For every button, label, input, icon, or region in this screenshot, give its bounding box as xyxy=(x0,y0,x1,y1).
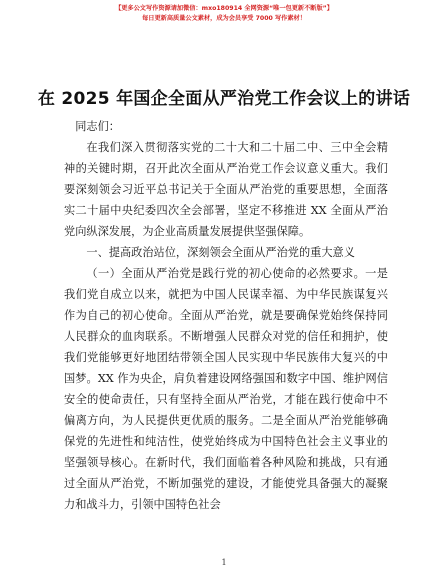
paragraph-section-1-1: （一）全面从严治党是践行党的初心使命的必然要求。一是我们党自成立以来，就把为中国人民谋幸福、为中华民族谋复兴作为自己的初心使命。全面从严治党，就是要确保党始终保持同人民群众的血肉联系。不断增强人民群众对党的信任和拥护，使我们党能够更好地团结带领全国人民实现中华民族伟大复兴的中国梦。XX 作为央企，肩负着建设网络强国和数字中国、维护网信安全的使命责任，只有坚持全面从严治党，才能在践行使命中不偏离方向，为人民提供更优质的服务。二是全面从严治党能够确保党的先进性和纯洁性，使党始终成为中国特色社会主义事业的坚强领导核心。在新时代，我们面临着各种风险和挑战，只有通过全面从严治党，不断加强党的建设，才能使党具备强大的凝聚力和战斗力，引领中国特色社会 xyxy=(64,267,388,511)
page-number: 1 xyxy=(221,558,227,567)
promo-banner xyxy=(0,4,448,24)
section-heading: 一、提高政治站位，深刻领会全面从严治党的重大意义 xyxy=(86,246,355,259)
salutation: 同志们： xyxy=(75,120,120,133)
document-body xyxy=(64,116,388,515)
promo-banner-line-1: 【更多公文写作资源请加微信：mxo180914 全网资源“唯一包更新不断版”】 xyxy=(115,5,333,12)
promo-banner-line-2: 每日更新高质量公文素材，成为会员享受 7000 写作素材！ xyxy=(142,15,306,22)
document-title: 在 2025 年国企全面从严治党工作会议上的讲话 xyxy=(37,89,411,109)
paragraph-intro: 在我们深入贯彻落实党的二十大和二十届二中、三中全会精神的关键时期，召开此次全面从严治党工作会议意义重大。我们要深刻领会习近平总书记关于全面从严治党的重要思想，全面落实二十届中央纪委四次全会部署，坚定不移推进 XX 全面从严治党向纵深发展，为企业高质量发展提供坚强保障。 xyxy=(64,141,388,238)
